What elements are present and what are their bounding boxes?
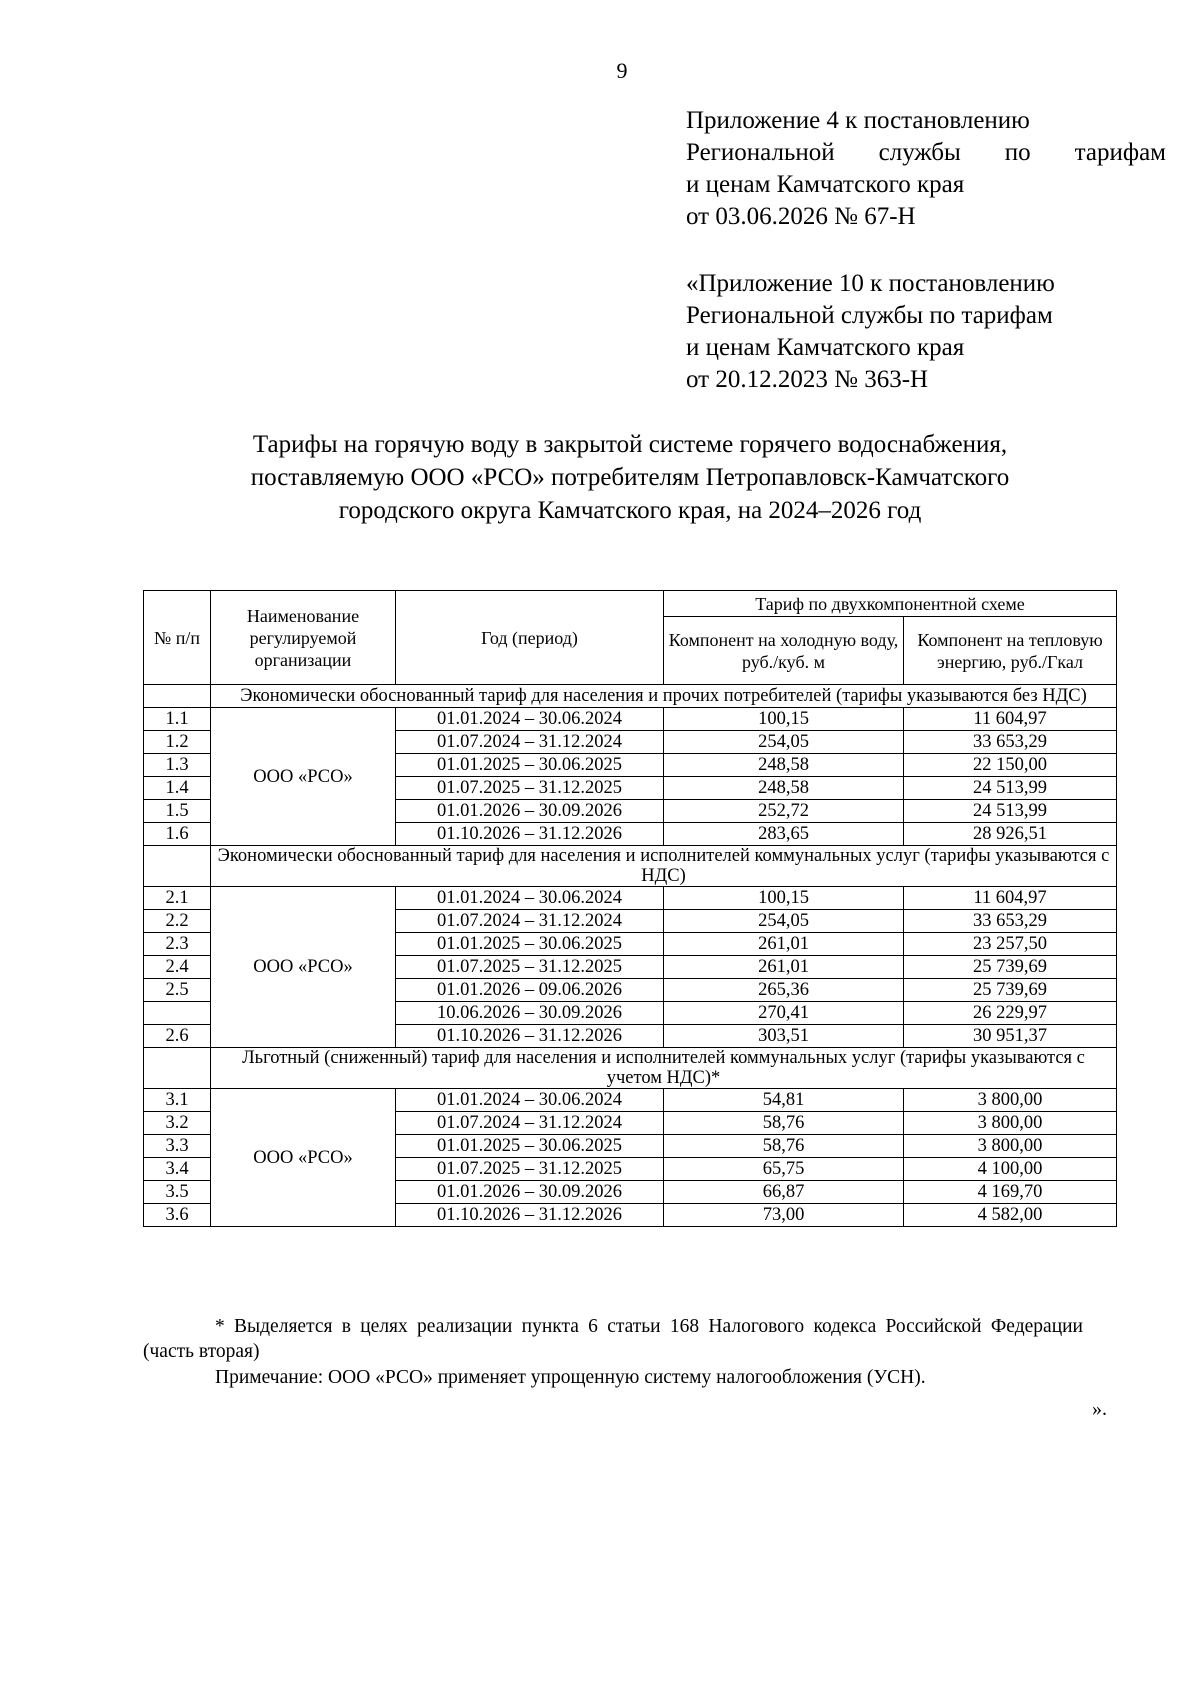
table-row [144, 887, 1117, 910]
cold-water-value: 65,75 [664, 1158, 904, 1181]
footnote [143, 1314, 1083, 1364]
heat-energy-value: 11 604,97 [904, 708, 1117, 731]
heat-energy-value: 11 604,97 [904, 887, 1117, 910]
row-number: 2.5 [144, 979, 211, 1002]
cold-water-value: 254,05 [664, 731, 904, 754]
period: 01.10.2026 – 31.12.2026 [396, 1025, 664, 1048]
section-number-cell [144, 846, 211, 887]
heat-energy-value: 4 100,00 [904, 1158, 1117, 1181]
heat-energy-value: 30 951,37 [904, 1025, 1117, 1048]
cold-water-value: 252,72 [664, 800, 904, 823]
appendix-current-reference [686, 105, 1166, 233]
appendix-line: Региональной службы по тарифам [686, 139, 1166, 166]
heat-energy-value: 28 926,51 [904, 823, 1117, 846]
row-number: 2.6 [144, 1025, 211, 1048]
document-title [140, 428, 1120, 527]
row-number: 3.2 [144, 1112, 211, 1135]
heat-energy-value: 25 739,69 [904, 979, 1117, 1002]
appendix-line: «Приложение 10 к постановлению [686, 270, 1055, 297]
table-row [144, 708, 1117, 731]
header-tariff-group: Тариф по двухкомпонентной схеме [664, 591, 1117, 617]
cold-water-value: 254,05 [664, 910, 904, 933]
page-number: 9 [616, 58, 628, 83]
row-number: 2.3 [144, 933, 211, 956]
period: 01.01.2026 – 09.06.2026 [396, 979, 664, 1002]
section-header-row [144, 846, 1117, 887]
header-cold-water: Компонент на холодную воду, руб./куб. м [664, 617, 904, 685]
period: 01.07.2024 – 31.12.2024 [396, 731, 664, 754]
heat-energy-value: 3 800,00 [904, 1112, 1117, 1135]
cold-water-value: 283,65 [664, 823, 904, 846]
cold-water-value: 100,15 [664, 887, 904, 910]
header-number: № п/п [144, 591, 211, 685]
heat-energy-value: 24 513,99 [904, 777, 1117, 800]
section-title: Льготный (сниженный) тариф для населения и исполнителей коммунальных услуг (тарифы указываются с учетом НДС)* [211, 1048, 1117, 1089]
cold-water-value: 58,76 [664, 1112, 904, 1135]
footnote-text: * Выделяется в целях реализации пункта 6 статьи 168 Налогового кодекса Российской Федерации (часть вторая) [143, 1316, 1083, 1362]
cold-water-value: 270,41 [664, 1002, 904, 1025]
note: Примечание: ООО «РСО» применяет упрощенную систему налогообложения (УСН). [215, 1367, 926, 1388]
period: 01.07.2024 – 31.12.2024 [396, 1112, 664, 1135]
title-line: Тарифы на горячую воду в закрытой системе горячего водоснабжения, [252, 431, 1008, 458]
heat-energy-value: 4 582,00 [904, 1204, 1117, 1227]
row-number: 3.4 [144, 1158, 211, 1181]
section-title: Экономически обоснованный тариф для населения и прочих потребителей (тарифы указываются без НДС) [211, 685, 1117, 708]
period: 01.01.2024 – 30.06.2024 [396, 887, 664, 910]
header-organization: Наименование регулируемой организации [211, 591, 396, 685]
cold-water-value: 261,01 [664, 956, 904, 979]
heat-energy-value: 4 169,70 [904, 1181, 1117, 1204]
period: 01.01.2024 – 30.06.2024 [396, 708, 664, 731]
tariff-table [143, 590, 1117, 1227]
section-title: Экономически обоснованный тариф для населения и исполнителей коммунальных услуг (тарифы указываются с НДС) [211, 846, 1117, 887]
cold-water-value: 303,51 [664, 1025, 904, 1048]
row-number: 1.1 [144, 708, 211, 731]
row-number: 1.5 [144, 800, 211, 823]
section-number-cell [144, 685, 211, 708]
appendix-previous-reference [686, 268, 1166, 396]
period: 01.01.2025 – 30.06.2025 [396, 933, 664, 956]
organization-name: ООО «РСО» [211, 708, 396, 846]
period: 01.01.2024 – 30.06.2024 [396, 1089, 664, 1112]
period: 01.01.2026 – 30.09.2026 [396, 800, 664, 823]
row-number: 3.3 [144, 1135, 211, 1158]
period: 01.07.2025 – 31.12.2025 [396, 956, 664, 979]
appendix-line: от 03.06.2026 № 67-Н [686, 203, 916, 230]
heat-energy-value: 3 800,00 [904, 1135, 1117, 1158]
cold-water-value: 265,36 [664, 979, 904, 1002]
appendix-line: и ценам Камчатского края [686, 171, 965, 198]
period: 01.01.2025 – 30.06.2025 [396, 754, 664, 777]
tariff-table-body [144, 685, 1117, 1227]
heat-energy-value: 33 653,29 [904, 731, 1117, 754]
cold-water-value: 58,76 [664, 1135, 904, 1158]
table-row [144, 1089, 1117, 1112]
period: 01.07.2024 – 31.12.2024 [396, 910, 664, 933]
cold-water-value: 248,58 [664, 754, 904, 777]
organization-name: ООО «РСО» [211, 1089, 396, 1227]
row-number: 1.3 [144, 754, 211, 777]
heat-energy-value: 26 229,97 [904, 1002, 1117, 1025]
cold-water-value: 248,58 [664, 777, 904, 800]
cold-water-value: 54,81 [664, 1089, 904, 1112]
row-number: 3.6 [144, 1204, 211, 1227]
row-number: 1.4 [144, 777, 211, 800]
heat-energy-value: 25 739,69 [904, 956, 1117, 979]
row-number: 1.2 [144, 731, 211, 754]
header-period: Год (период) [396, 591, 664, 685]
cold-water-value: 261,01 [664, 933, 904, 956]
title-line: поставляемую ООО «РСО» потребителям Петропавловск-Камчатского [250, 464, 1010, 491]
heat-energy-value: 3 800,00 [904, 1089, 1117, 1112]
section-number-cell [144, 1048, 211, 1089]
row-number: 2.1 [144, 887, 211, 910]
closing-quote-mark: ». [1092, 1398, 1107, 1420]
period: 01.07.2025 – 31.12.2025 [396, 1158, 664, 1181]
row-number: 3.5 [144, 1181, 211, 1204]
appendix-line: и ценам Камчатского края [686, 334, 965, 361]
appendix-line: Приложение 4 к постановлению [686, 107, 1030, 134]
period: 01.07.2025 – 31.12.2025 [396, 777, 664, 800]
header-heat-energy: Компонент на тепловую энергию, руб./Гкал [904, 617, 1117, 685]
row-number: 1.6 [144, 823, 211, 846]
section-header-row [144, 1048, 1117, 1089]
heat-energy-value: 24 513,99 [904, 800, 1117, 823]
row-number: 2.4 [144, 956, 211, 979]
row-number: 2.2 [144, 910, 211, 933]
period: 01.01.2026 – 30.09.2026 [396, 1181, 664, 1204]
period: 01.10.2026 – 31.12.2026 [396, 1204, 664, 1227]
period: 01.01.2025 – 30.06.2025 [396, 1135, 664, 1158]
row-number: 3.1 [144, 1089, 211, 1112]
title-line: городского округа Камчатского края, на 2024–2026 год [338, 497, 922, 524]
cold-water-value: 73,00 [664, 1204, 904, 1227]
section-header-row [144, 685, 1117, 708]
cold-water-value: 66,87 [664, 1181, 904, 1204]
organization-name: ООО «РСО» [211, 887, 396, 1048]
appendix-line: от 20.12.2023 № 363-Н [686, 366, 929, 393]
heat-energy-value: 33 653,29 [904, 910, 1117, 933]
period: 01.10.2026 – 31.12.2026 [396, 823, 664, 846]
period: 10.06.2026 – 30.09.2026 [396, 1002, 664, 1025]
heat-energy-value: 22 150,00 [904, 754, 1117, 777]
cold-water-value: 100,15 [664, 708, 904, 731]
appendix-line: Региональной службы по тарифам [686, 302, 1053, 329]
row-number [144, 1002, 211, 1025]
heat-energy-value: 23 257,50 [904, 933, 1117, 956]
